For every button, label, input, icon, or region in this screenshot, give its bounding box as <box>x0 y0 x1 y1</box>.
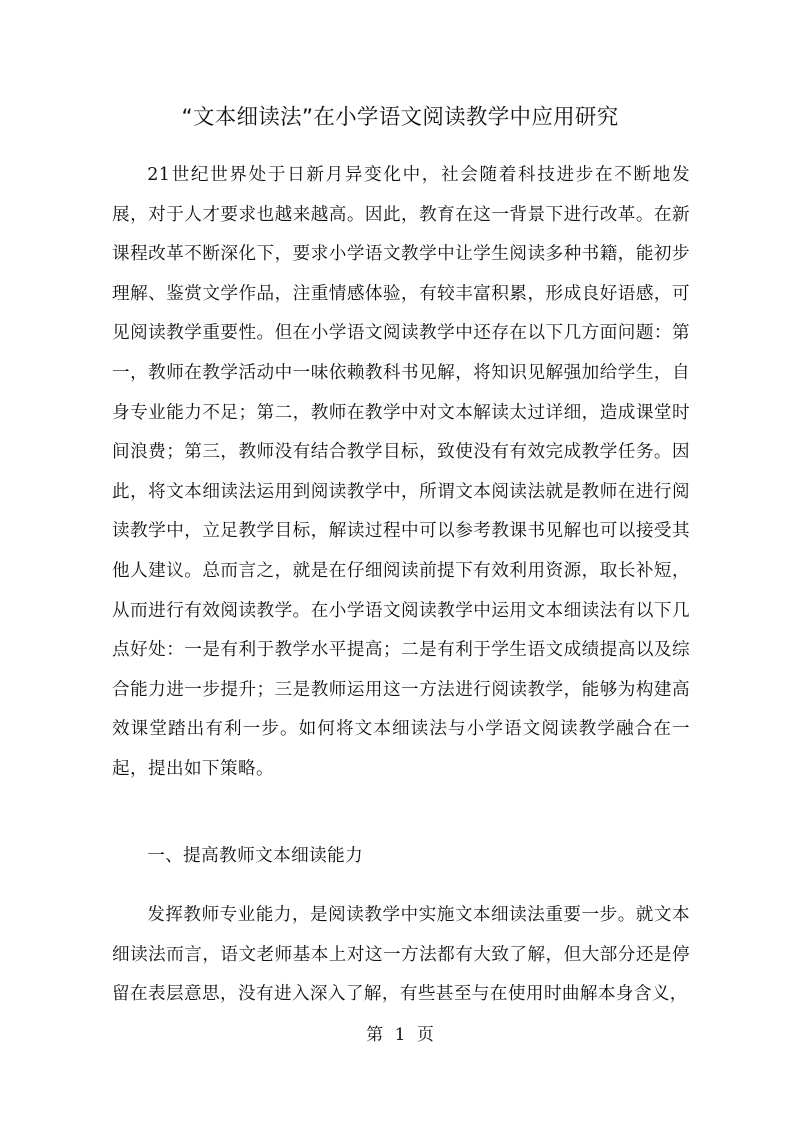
section-heading: 一、提高教师文本细读能力 <box>147 846 364 866</box>
section-paragraph: 发挥教师专业能力，是阅读教学中实施文本细读法重要一步。就文本细读法而言，语文老师基本上对这一方法都有大致了解，但大部分还是停留在表层意思，没有进入深入了解，有些甚至与在使用时曲解本身含义， <box>112 905 690 1005</box>
intro-paragraph: 21世纪世界处于日新月异变化中，社会随着科技进步在不断地发展，对于人才要求也越来越高。因此，教育在这一背景下进行改革。在新课程改革不断深化下，要求小学语文教学中让学生阅读多种书籍，能初步理解、鉴赏文学作品，注重情感体验，有较丰富积累，形成良好语感，可见阅读教学重要性。但在小学语文阅读教学中还存在以下几方面问题：第一，教师在教学活动中一味依赖教科书见解，将知识见解强加给学生，自身专业能力不足；第二，教师在教学中对文本解读太过详细，造成课堂时间浪费；第三，教师没有结合教学目标，致使没有有效完成教学任务。因此，将文本细读法运用到阅读教学中，所谓文本阅读法就是教师在进行阅读教学中，立足教学目标，解读过程中可以参考教课书见解也可以接受其他人建议。总而言之，就是在仔细阅读前提下有效利用资源，取长补短，从而进行有效阅读教学。在小学语文阅读教学中运用文本细读法有以下几点好处：一是有利于教学水平提高；二是有利于学生语文成绩提高以及综合能力进一步提升；三是教师运用这一方法进行阅读教学，能够为构建高效课堂踏出有利一步。如何将文本细读法与小学语文阅读教学融合在一起，提出如下策略。 <box>112 165 690 779</box>
footer-suffix: 页 <box>416 1025 434 1045</box>
document-title: “文本细读法”在小学语文阅读教学中应用研究 <box>181 105 619 130</box>
page-footer <box>0 1022 800 1048</box>
footer-prefix: 第 <box>366 1025 384 1045</box>
page-number: 1 <box>394 1025 406 1045</box>
